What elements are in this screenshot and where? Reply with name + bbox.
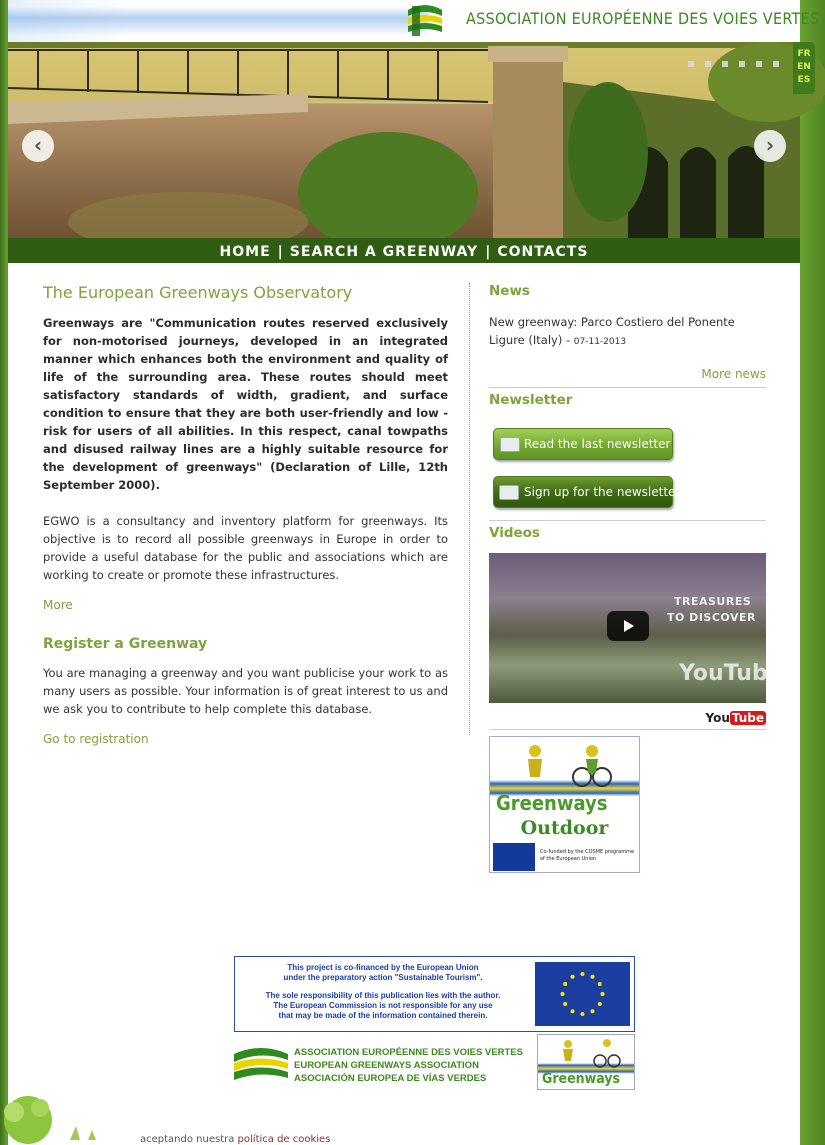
envelope-icon xyxy=(499,485,519,500)
greenways-footer-logo[interactable] xyxy=(537,1034,635,1090)
videos-title: Videos xyxy=(489,525,540,541)
read-newsletter-button[interactable] xyxy=(493,428,673,460)
egwo-description: EGWO is a consultancy and inventory platform for greenways. Its objective is to record all possible greenways in Europe in order to provide a useful database for the public and associations which are working to create or promote these infrastructures. xyxy=(43,514,448,582)
cosme-text: Co-funded by the COSME programme of the European Union xyxy=(540,849,635,862)
observatory-title: The European Greenways Observatory xyxy=(43,283,353,302)
play-icon[interactable] xyxy=(607,611,649,641)
youtube-watermark: YouTube xyxy=(679,661,783,686)
eu-notice-line: under the preparatory action "Sustainable Tourism". xyxy=(283,973,483,982)
slider-dot[interactable] xyxy=(722,61,728,67)
main-column xyxy=(43,283,448,746)
sidebar xyxy=(489,283,783,873)
nav-home[interactable]: HOME xyxy=(219,244,271,260)
newspaper-icon xyxy=(500,437,520,452)
eu-notice-text xyxy=(239,963,527,1021)
eu-flag-icon xyxy=(535,962,630,1026)
slider-next-arrow-icon[interactable]: › xyxy=(754,130,786,162)
association-name-es: ASOCIACIÓN EUROPEA DE VÍAS VERDES xyxy=(294,1073,487,1084)
divider xyxy=(489,520,766,521)
signup-newsletter-label: Sign up for the newsletter xyxy=(524,485,681,499)
video-overlay-line1: TREASURES xyxy=(674,595,752,608)
association-title[interactable]: ASSOCIATION EUROPÉENNE DES VOIES VERTES xyxy=(466,9,820,28)
youtube-tube: Tube xyxy=(731,711,764,725)
header-bar xyxy=(8,0,820,42)
association-name-fr: ASSOCIATION EUROPÉENNE DES VOIES VERTES xyxy=(294,1047,523,1058)
greenways-outdoor-banner[interactable] xyxy=(489,736,640,873)
association-logo-icon[interactable] xyxy=(406,2,444,38)
eu-cofinance-notice xyxy=(234,956,635,1032)
language-switcher xyxy=(793,42,815,94)
header-light-streak xyxy=(8,6,428,36)
lang-fr[interactable]: FR xyxy=(797,49,811,59)
youtube-you: You xyxy=(705,711,730,725)
youtube-link[interactable] xyxy=(489,711,766,725)
main-nav xyxy=(8,238,800,263)
page xyxy=(8,0,820,1145)
news-item[interactable] xyxy=(489,313,766,351)
slider-pager xyxy=(688,52,790,71)
video-overlay-line2: TO DISCOVER xyxy=(667,611,756,624)
greenway-definition: Greenways are "Communication routes reserved exclusively for non-motorised journeys, developed in an integrated manner which enhances both the environment and quality of life of the surrounding area. These routes should meet satisfactory standards of width, gradient, and surface condition to ensure that they are both user-friendly and low -risk for users of all abilities. In this respect, canal towpaths and disused railway lines are a highly suitable resource for the development of greenways" (Declaration of Lille, 12th September 2000). xyxy=(43,316,448,492)
nav-separator: | xyxy=(277,244,283,260)
slider-dot[interactable] xyxy=(688,61,694,67)
eu-notice-spacer xyxy=(239,983,527,991)
divider xyxy=(489,387,766,388)
column-divider xyxy=(469,283,470,735)
eu-flag-icon xyxy=(493,843,535,871)
lang-en[interactable]: EN xyxy=(797,62,811,72)
cyclists-icon xyxy=(490,737,641,789)
cookie-text: aceptando nuestra xyxy=(140,1134,238,1145)
newsletter-title: Newsletter xyxy=(489,392,573,408)
divider xyxy=(489,729,766,730)
nav-separator: | xyxy=(485,244,491,260)
eu-notice-line: This project is co-financed by the European Union xyxy=(287,963,479,972)
slider-prev-arrow-icon[interactable]: ‹ xyxy=(22,130,54,162)
slider-dot[interactable] xyxy=(705,61,711,67)
association-footer-logo[interactable] xyxy=(232,1036,534,1090)
cookie-policy-link[interactable]: política de cookies xyxy=(237,1134,331,1145)
tree-decoration-icon xyxy=(0,1090,110,1140)
association-names xyxy=(294,1046,523,1085)
read-newsletter-label: Read the last newsletter xyxy=(524,437,671,451)
association-logo-icon xyxy=(232,1044,290,1086)
news-item-date: 07-11-2013 xyxy=(573,337,627,347)
association-name-en: EUROPEAN GREENWAYS ASSOCIATION xyxy=(294,1060,479,1071)
nav-search-greenway[interactable]: SEARCH A GREENWAY xyxy=(289,244,479,260)
slider-dot[interactable] xyxy=(756,61,762,67)
lang-es[interactable]: ES xyxy=(797,75,811,85)
eu-notice-line: that may be made of the information contained therein. xyxy=(278,1011,488,1020)
signup-newsletter-button[interactable] xyxy=(493,476,681,508)
greenways-wordmark: Greenways xyxy=(496,791,608,815)
outdoor-wordmark: Outdoor xyxy=(520,817,609,839)
eu-notice-line: The sole responsibility of this publication lies with the author. xyxy=(265,991,501,1000)
greenways-outdoor-logo xyxy=(490,737,639,815)
more-news-link[interactable]: More news xyxy=(701,367,766,381)
news-title: News xyxy=(489,283,530,299)
greenways-wordmark: Greenways xyxy=(542,1071,621,1087)
register-text: You are managing a greenway and you want publicise your work to as many users as possible. Your information is of great interest to us and we ask you to contribute to help complete this database. xyxy=(43,666,448,716)
cookie-notice xyxy=(140,1134,330,1145)
go-to-registration-link[interactable]: Go to registration xyxy=(43,732,149,746)
video-player[interactable] xyxy=(489,553,783,703)
register-title: Register a Greenway xyxy=(43,636,208,652)
nav-contacts[interactable]: CONTACTS xyxy=(497,244,589,260)
hero-slider[interactable] xyxy=(8,42,800,238)
more-link[interactable]: More xyxy=(43,598,73,612)
eu-notice-line: The European Commission is not responsible for any use xyxy=(273,1001,493,1010)
cyclists-icon xyxy=(538,1035,634,1069)
news-item-text[interactable]: New greenway: Parco Costiero del Ponente Ligure (Italy) - xyxy=(489,315,735,347)
slider-dot[interactable] xyxy=(739,61,745,67)
slider-dot[interactable] xyxy=(773,61,779,67)
hero-image xyxy=(8,42,800,238)
